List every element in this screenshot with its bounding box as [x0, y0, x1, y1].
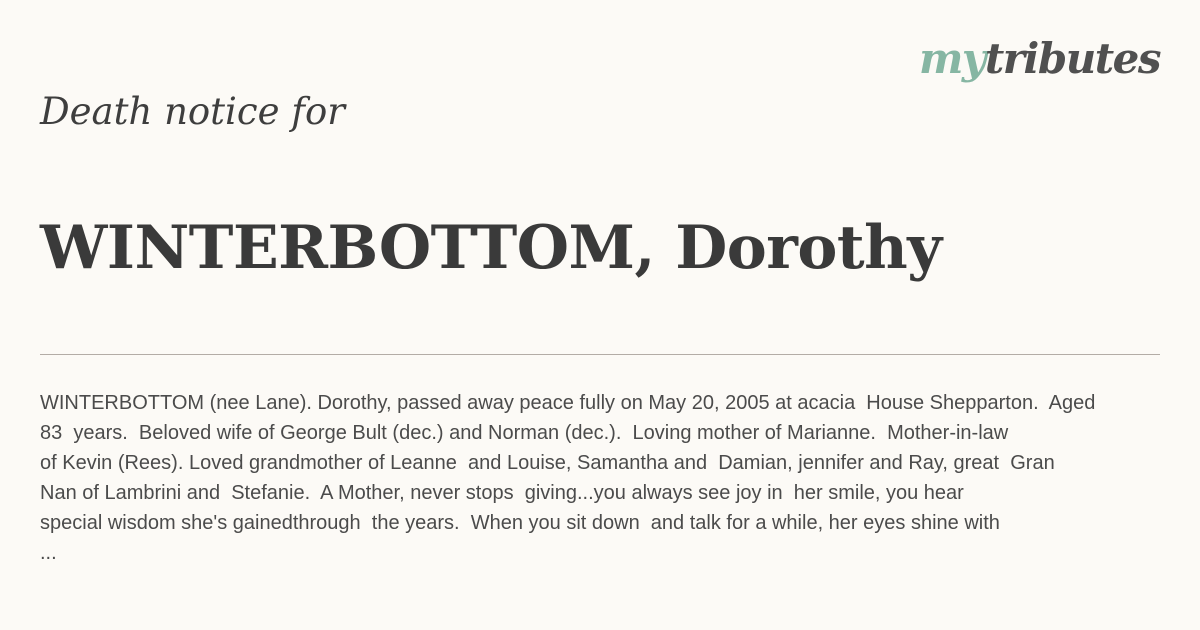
excerpt-line: of Kevin (Rees). Loved grandmother of Leanne and Louise, Samantha and Damian, jennifer and Ray, great Gran — [40, 452, 1055, 474]
deceased-name: WINTERBOTTOM, Dorothy — [40, 213, 942, 283]
divider — [40, 354, 1160, 355]
mytributes-logo[interactable] — [919, 32, 1160, 86]
excerpt-line: Nan of Lambrini and Stefanie. A Mother, never stops giving...you always see joy in her smile, you hear — [40, 482, 964, 504]
notice-kicker: Death notice for — [40, 90, 345, 133]
notice-excerpt — [40, 388, 1190, 568]
excerpt-ellipsis: ... — [40, 542, 57, 564]
logo-suffix: tributes — [984, 34, 1160, 83]
excerpt-line: WINTERBOTTOM (nee Lane). Dorothy, passed away peace fully on May 20, 2005 at acacia House Shepparton. Aged — [40, 392, 1096, 414]
logo-prefix: my — [918, 34, 985, 83]
excerpt-line: 83 years. Beloved wife of George Bult (dec.) and Norman (dec.). Loving mother of Marianne. Mother-in-law — [40, 422, 1009, 444]
excerpt-line: special wisdom she's gainedthrough the years. When you sit down and talk for a while, her eyes shine with — [40, 512, 1000, 534]
